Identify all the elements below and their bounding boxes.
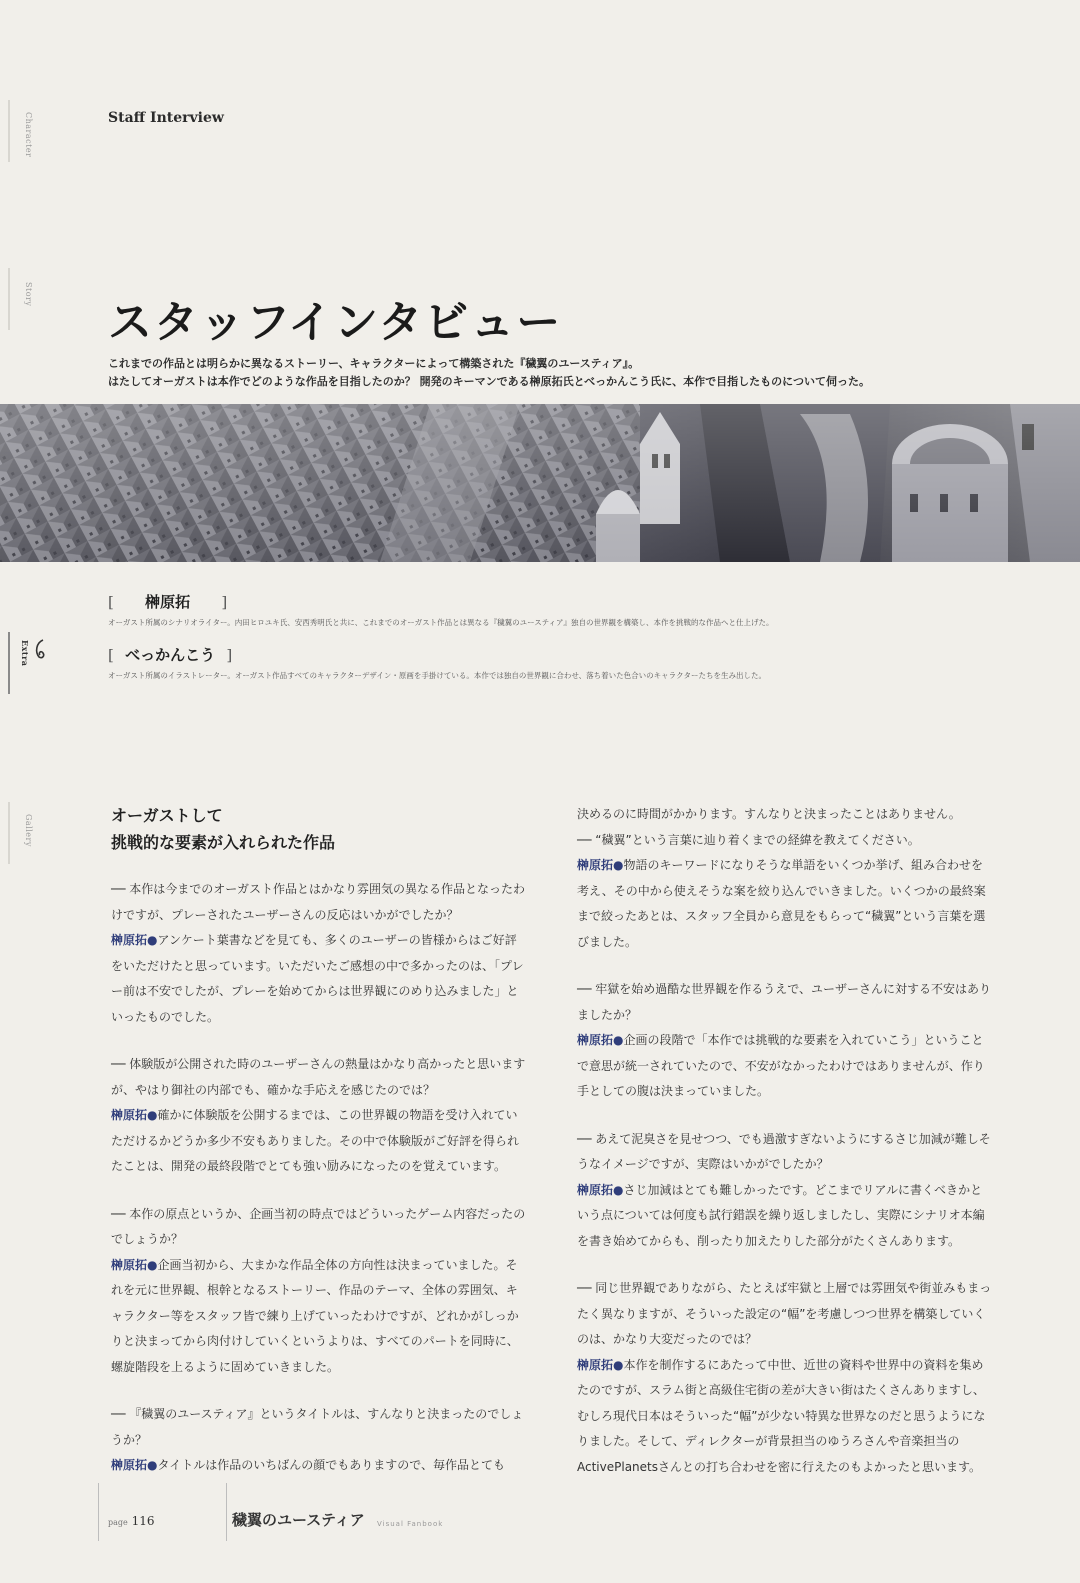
answer-text: さじ加減はとても難しかったです。どこまでリアルに書くべきかという点については何度も試行錯誤を繰り返しましたし、実際にシナリオ本編を書き始めてからも、削ったり加えたりした部分がたくさんあります。: [577, 1182, 985, 1248]
bullet: ●: [147, 933, 158, 947]
side-nav-item-extra[interactable]: Extra: [20, 640, 30, 667]
interviewer-question: ── 本作は今までのオーガスト作品とはかなり雰囲気の異なる作品となったわけですが、プレーされたユーザーさんの反応はいかがでしたか？: [111, 882, 526, 922]
bracket-close: ]: [221, 593, 228, 611]
answer-paragraph: [111, 1253, 526, 1381]
answer-text: 本作を制作するにあたって中世、近世の資料や世界中の資料を集めたのですが、スラム街と高級住宅街の差が大きい街はたくさんありますし、むしろ現代日本はそういった“幅”が少ない特異な世界なのだと思うようになりました。そして、ディレクターが背景担当のゆうろさんや音楽担当のActivePlanetsさんとの打ち合わせを密に行えたのもよかったと思います。: [577, 1357, 986, 1474]
page-footer: [0, 1483, 1080, 1543]
side-nav-item-gallery[interactable]: Gallery: [24, 814, 33, 847]
page-title: スタッフインタビュー: [108, 297, 563, 348]
bullet: ●: [613, 1357, 624, 1372]
intro-line: はたしてオーガストは本作でどのような作品を目指したのか？ 開発のキーマンである榊原拓氏とべっかんこう氏に、本作で目指したものについて伺った。: [108, 375, 870, 388]
section-title-line: オーガストして: [111, 806, 223, 825]
intro-text: [108, 355, 870, 391]
interviewer-question: ── 本作の原点というか、企画当初の時点ではどういったゲーム内容だったのでしょうか？: [111, 1206, 526, 1246]
answer-paragraph: [577, 1353, 992, 1481]
interviewer-question: ── 同じ世界観でありながら、たとえば牢獄と上層では雰囲気や街並みもまったく異なりますが、そういった設定の“幅”を考慮しつつ世界を構築していくのは、かなり大変だったのでは？: [577, 1281, 992, 1346]
side-nav-marker: [8, 802, 10, 864]
answer-paragraph: [111, 928, 526, 1030]
game-logo: 穢翼のユースティア: [232, 1511, 365, 1529]
speaker-name: 榊原拓: [111, 1257, 148, 1272]
speaker-name: 榊原拓: [577, 1182, 614, 1197]
answer-continuation: 決めるのに時間がかかります。すんなりと決まったことはありません。: [577, 807, 961, 821]
interviewer-question: ── 『穢翼のユースティア』というタイトルは、すんなりと決まったのでしょうか？: [111, 1407, 524, 1447]
side-nav-item-character[interactable]: Character: [24, 112, 33, 158]
footer-divider: [98, 1483, 99, 1541]
interviewer-question: ── 体験版が公開された時のユーザーさんの熱量はかなり高かったと思いますが、やはり御社の内部でも、確かな手応えを感じたのでは？: [111, 1057, 526, 1097]
speaker-name: 榊原拓: [111, 933, 148, 947]
bullet: ●: [147, 1257, 158, 1272]
staff-name-text: べっかんこう: [125, 646, 216, 664]
staff-name-sakakibara: [108, 591, 227, 612]
section-label: Staff Interview: [108, 110, 224, 126]
staff-name-text: 榊原拓: [145, 593, 191, 611]
answer-paragraph: [111, 1453, 526, 1479]
interviewer-question: ── “穢翼”という言葉に辿り着くまでの経緯を教えてください。: [577, 832, 920, 847]
bullet: ●: [613, 1033, 624, 1047]
answer-paragraph: [577, 1028, 992, 1105]
section-title: [111, 802, 526, 856]
answer-text: 企画当初から、大まかな作品全体の方向性は決まっていました。それを元に世界観、根幹となるストーリー、作品のテーマ、全体の雰囲気、キャラクター等をスタッフ皆で練り上げていったわけですが、どれかがしっかりと決まってから肉付けしていくというよりは、すべてのパートを同時に、螺旋階段を上るように固めていきました。: [111, 1257, 519, 1374]
staff-desc-bekkankou: オーガスト所属のイラストレーター。オーガスト作品すべてのキャラクターデザイン・原画を手掛けている。本作では独自の世界観に合わせ、落ち着いた色合いのキャラクターたちを生み出した。: [108, 671, 766, 680]
staff-name-bekkankou: [108, 644, 232, 665]
side-nav-marker-active: [8, 632, 10, 694]
bullet: ●: [613, 1182, 624, 1197]
answer-text: 物語のキーワードになりそうな単語をいくつか挙げ、組み合わせを考え、その中から使えそうな案を絞り込んでいきました。いくつかの最終案まで絞ったあとは、スタッフ全員から意見をもらって“穢翼”という言葉を選びました。: [577, 858, 986, 949]
section-title-line: 挑戦的な要素が入れられた作品: [111, 833, 336, 852]
answer-text: タイトルは作品のいちばんの顔でもありますので、毎作品とても: [157, 1458, 506, 1472]
speaker-name: 榊原拓: [577, 1033, 614, 1047]
bracket-close: ]: [226, 646, 233, 664]
bullet: ●: [613, 858, 624, 872]
speaker-name: 榊原拓: [111, 1108, 148, 1122]
answer-paragraph: [111, 1103, 526, 1180]
bullet: ●: [147, 1108, 158, 1122]
page-number-value: 116: [131, 1514, 155, 1528]
bracket-open: [: [108, 646, 114, 664]
side-nav: [0, 0, 45, 1583]
speaker-name: 榊原拓: [577, 1357, 614, 1372]
footer-divider: [226, 1483, 227, 1541]
answer-paragraph: [577, 1178, 992, 1255]
side-nav-item-story[interactable]: Story: [24, 282, 33, 307]
intro-line: これまでの作品とは明らかに異なるストーリー、キャラクターによって構築された『穢翼のユースティア』。: [108, 357, 640, 370]
cityscape-illustration: [0, 404, 1080, 562]
speaker-name: 榊原拓: [577, 858, 614, 872]
bracket-open: [: [108, 593, 114, 611]
interviewer-question: ── 牢獄を始め過酷な世界観を作るうえで、ユーザーさんに対する不安はありましたか？: [577, 982, 992, 1022]
answer-text: 確かに体験版を公開するまでは、この世界観の物語を受け入れていただけるかどうか多少不安もありました。その中で体験版がご好評を得られたことは、開発の最終段階でとても強い励みになったのを覚えています。: [111, 1108, 520, 1173]
interview-column-right: [577, 802, 992, 1480]
answer-text: 企画の段階で「本作では挑戦的な要素を入れていこう」ということで意思が統一されていたので、不安がなかったわけではありませんが、作り手としての腹は決まっていました。: [577, 1033, 985, 1098]
page-number: [108, 1514, 154, 1528]
swirl-icon: [34, 638, 46, 660]
side-nav-marker: [8, 268, 10, 330]
staff-desc-sakakibara: オーガスト所属のシナリオライター。内田ヒロユキ氏、安西秀明氏と共に、これまでのオーガスト作品とは異なる『穢翼のユースティア』独自の世界観を構築し、本作を挑戦的な作品へと仕上げた。: [108, 618, 774, 627]
answer-paragraph: [577, 853, 992, 955]
speaker-name: 榊原拓: [111, 1458, 148, 1472]
side-nav-marker: [8, 100, 10, 162]
book-subtitle: Visual Fanbook: [377, 1520, 444, 1528]
answer-text: アンケート葉書などを見ても、多くのユーザーの皆様からはご好評をいただけたと思っています。いただいたご感想の中で多かったのは、「プレー前は不安でしたが、プレーを始めてからは世界観にのめり込みました」といったものでした。: [111, 933, 524, 1024]
page-label: page: [108, 1518, 128, 1527]
bullet: ●: [147, 1458, 158, 1472]
interviewer-question: ── あえて泥臭さを見せつつ、でも過激すぎないようにするさじ加減が難しそうなイメージですが、実際はいかがでしたか？: [577, 1131, 991, 1171]
cityscape-banner: [0, 404, 1080, 562]
interview-column-left: [111, 802, 526, 1479]
